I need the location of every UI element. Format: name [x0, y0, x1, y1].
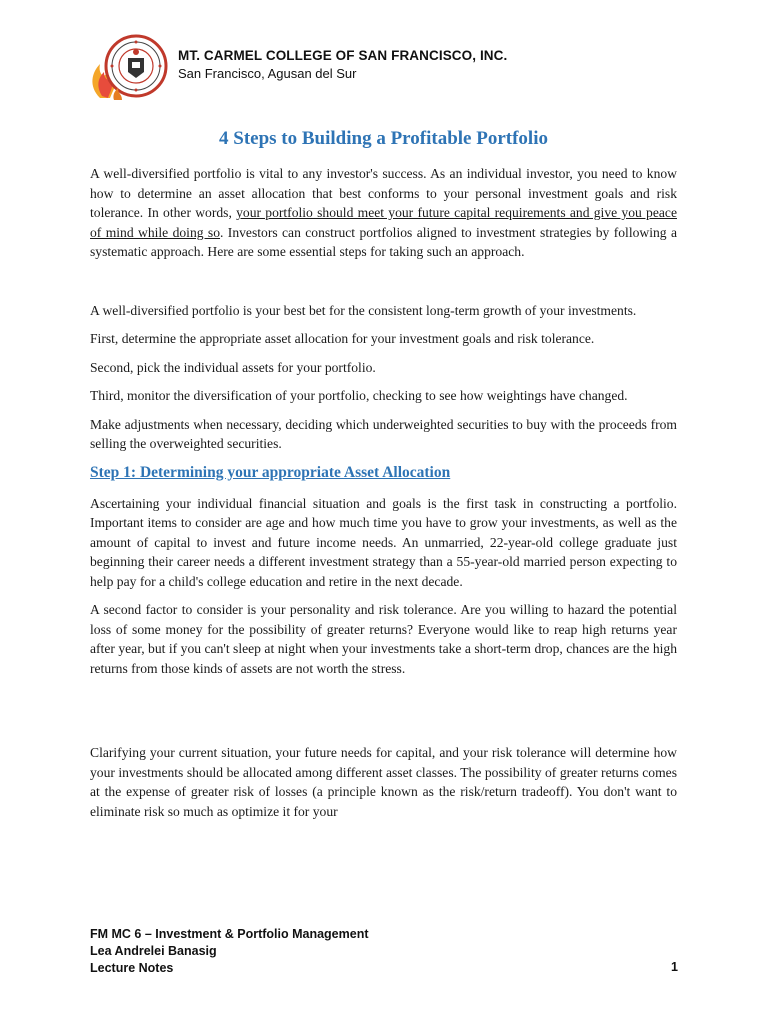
college-name: MT. CARMEL COLLEGE OF SAN FRANCISCO, INC.	[178, 48, 508, 63]
spacer	[90, 271, 677, 301]
step1-paragraph: A second factor to consider is your personality and risk tolerance. Are you willing to hazard the potential loss of some money for the possibility of greater returns? Everyone would like to reap high returns year after year, but if you can't sleep at night when your investments take a short-term drop, chances are the high returns from those kinds of assets are not worth the stress.	[90, 602, 677, 676]
page-footer	[90, 926, 678, 977]
intro-paragraph	[90, 164, 677, 262]
step1-heading: Step 1: Determining your appropriate Asset Allocation	[90, 463, 451, 481]
footer-course: FM MC 6 – Investment & Portfolio Management	[90, 927, 369, 941]
summary-paragraph: Third, monitor the diversification of your portfolio, checking to see how weightings have changed.	[90, 388, 628, 403]
intro-text-start: A well-diversified portfolio is vital to any investor's success. As an individual investor, you need to know how to determine an asset allocation that best conforms to your personal investment goals and risk tolerance. In other words,	[90, 166, 677, 220]
footer-doc-type: Lecture Notes	[90, 961, 174, 975]
intro-text-end: . Investors can construct portfolios aligned to investment strategies by following a systematic approach. Here are some essential steps for taking such an approach.	[90, 224, 677, 259]
intro-underlined-text: your portfolio should meet your future capital requirements and give you peace of mind while doing so	[90, 205, 677, 240]
college-location: San Francisco, Agusan del Sur	[178, 66, 357, 81]
step1-paragraph: Ascertaining your individual financial situation and goals is the first task in constructing a portfolio. Important items to consider are age and how much time you have to grow your investments, as well as the amount of capital to invest and future income needs. An unmarried, 22-year-old college graduate just beginning their career needs a different investment strategy than a 55-year-old married person expecting to help pay for a child's college education and retire in the next decade.	[90, 495, 677, 589]
summary-paragraph: Make adjustments when necessary, deciding which underweighted securities to buy with the proceeds from selling the overweighted securities.	[90, 416, 677, 451]
letterhead	[86, 28, 686, 108]
footer-author: Lea Andrelei Banasig	[90, 944, 217, 958]
summary-paragraph: First, determine the appropriate asset allocation for your investment goals and risk tolerance.	[90, 331, 595, 346]
summary-paragraph: Second, pick the individual assets for your portfolio.	[90, 359, 376, 375]
college-seal-logo	[86, 28, 170, 106]
document-title: 4 Steps to Building a Profitable Portfolio	[219, 128, 548, 149]
step1-paragraph: Clarifying your current situation, your future needs for capital, and your risk tolerance will determine how your investments should be allocated among different asset classes. The possibility of greater returns comes at the expense of greater risk of losses (a principle known as the risk/return tradeoff). You don't want to eliminate risk so much as optimize it for your	[90, 745, 677, 819]
spacer	[90, 687, 677, 743]
page-number: 1	[671, 960, 678, 974]
document-body	[90, 128, 677, 830]
summary-paragraph: A well-diversified portfolio is your best bet for the consistent long-term growth of your investments.	[90, 302, 637, 318]
